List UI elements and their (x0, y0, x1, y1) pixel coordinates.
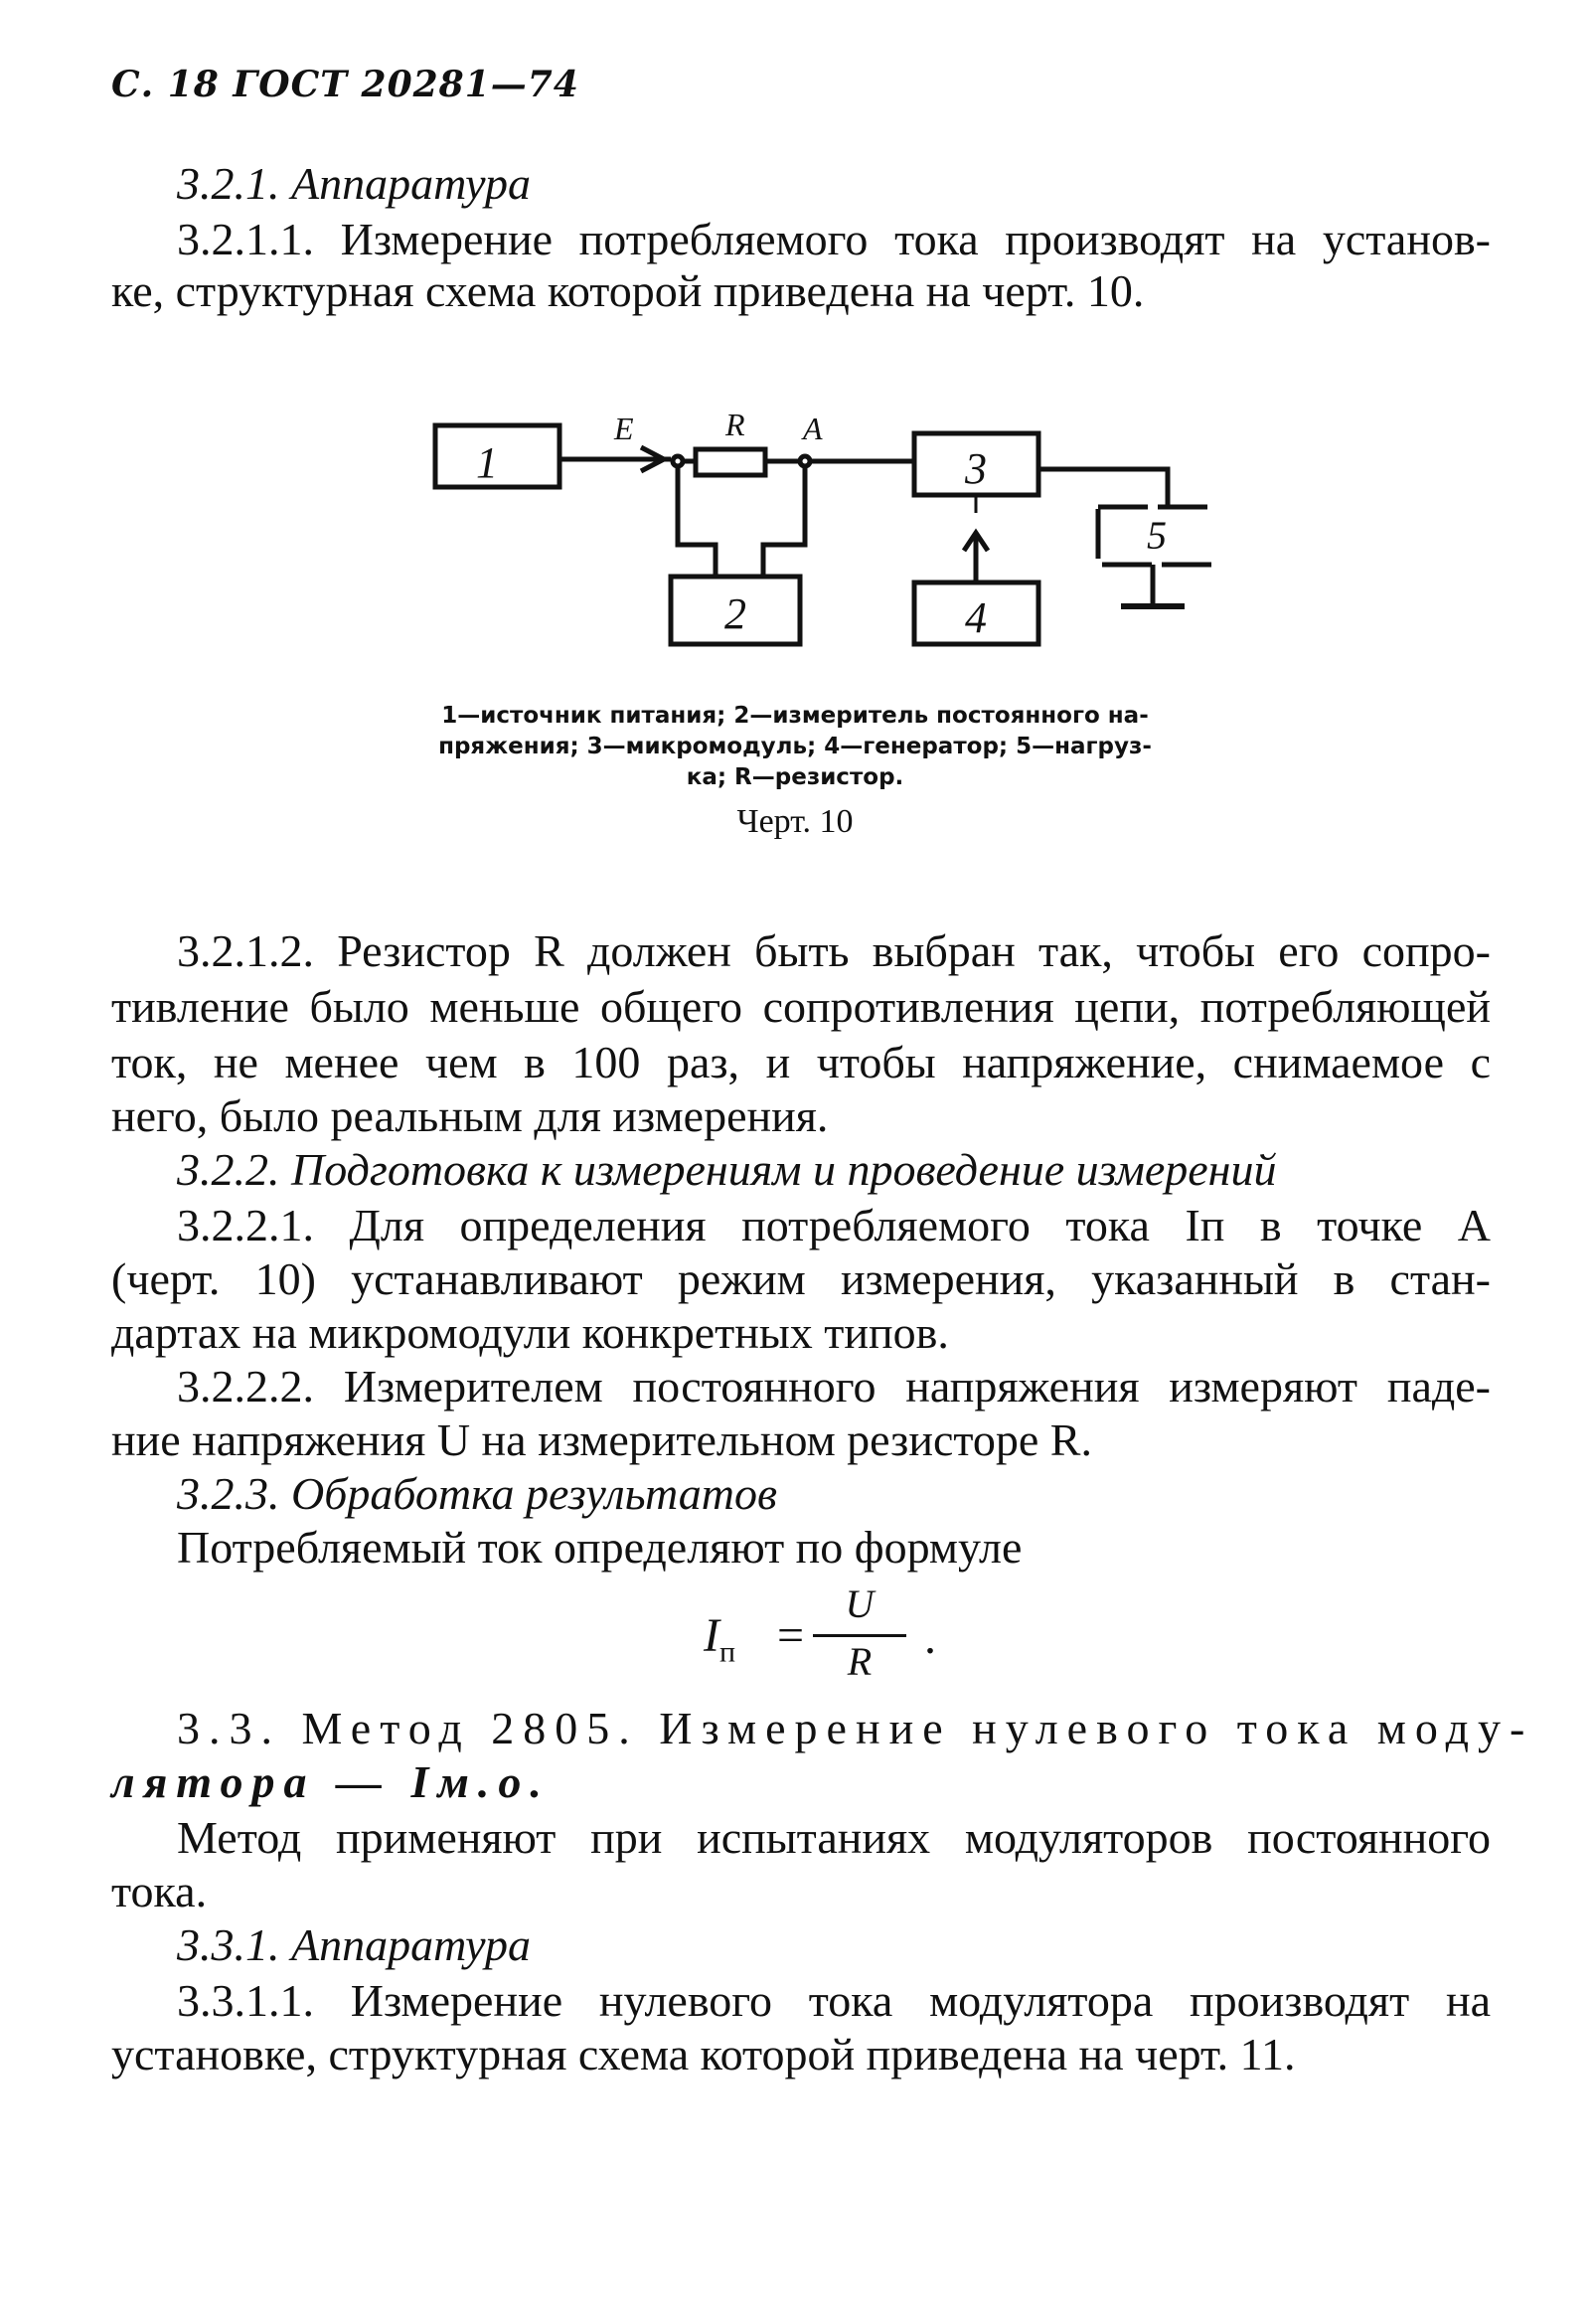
paragraph-line: тивление было меньше общего сопротивления цепи, потребляющей (111, 981, 1491, 1032)
node-left (673, 456, 683, 466)
legend-line: 1—источник питания; 2—измеритель постоянного на- (441, 703, 1149, 729)
page-header: С. 18 ГОСТ 20281—74 (111, 64, 579, 105)
label-E: E (614, 411, 634, 446)
paragraph-line: Метод применяют при испытаниях модуляторов постоянного (177, 1812, 1491, 1863)
paragraph-line: ток, не менее чем в 100 раз, и чтобы напряжение, снимаемое с (111, 1037, 1491, 1087)
wire-to-2-left (678, 466, 716, 577)
label-block-2: 2 (724, 589, 746, 638)
paragraph-line: установке, структурная схема которой приведена на черт. 11. (111, 2029, 1296, 2079)
paragraph-line: дартах на микромодули конкретных типов. (111, 1307, 949, 1358)
legend-line: ка; R—резистор. (686, 764, 904, 790)
paragraph-line: 3.2.2.2. Измерителем постоянного напряжения измеряют паде- (177, 1361, 1491, 1411)
formula-lhs: $I_п$ (704, 1609, 736, 1669)
paragraph-line: 3.2.2.1. Для определения потребляемого тока Iп в точке А (177, 1200, 1491, 1250)
paragraph-line: тока. (111, 1866, 208, 1916)
formula-numerator: U (845, 1581, 875, 1626)
paragraph-line: ке, структурная схема которой приведена на черт. 10. (111, 265, 1145, 316)
formula-fraction-bar (813, 1634, 906, 1637)
formula-period: . (924, 1611, 936, 1664)
figure-caption: Черт. 10 (736, 803, 854, 840)
figure-legend (398, 701, 1193, 793)
paragraph-line: ние напряжения U на измерительном резисторе R. (111, 1414, 1092, 1465)
label-block-5: 5 (1147, 513, 1167, 558)
label-block-1: 1 (476, 438, 498, 487)
text-line: 3.2.1. Аппаратура (177, 158, 531, 209)
label-R: R (725, 407, 745, 442)
paragraph-line: него, было реальным для измерения. (111, 1090, 829, 1141)
paragraph-line: 3.2.1.2. Резистор R должен быть выбран так, чтобы его сопро- (177, 925, 1491, 976)
label-block-4: 4 (965, 593, 987, 642)
paragraph-line: (черт. 10) устанавливают режим измерения, указанный в стан- (111, 1253, 1491, 1304)
resistor-R (696, 449, 765, 475)
label-A: A (803, 411, 823, 446)
formula-current (686, 1580, 964, 1690)
paragraph-line: 3.3.1.1. Измерение нулевого тока модулятора производят на (177, 1975, 1491, 2026)
block-diagram-fig10 (398, 398, 1212, 666)
section-heading-3-2-1 (177, 157, 531, 211)
paragraph-line: 3.2.1.1. Измерение потребляемого тока производят на установ- (177, 214, 1491, 264)
section-heading-3-3: 3.3. Метод 2805. Измерение нулевого тока моду- (177, 1703, 1534, 1753)
formula-equals: = (777, 1609, 805, 1662)
label-block-3: 3 (965, 444, 987, 493)
section-heading-3-3-1: 3.3.1. Аппаратура (177, 1919, 531, 1970)
section-heading-3-3-cont: лятора — Iм.о. (111, 1756, 551, 1807)
wire-3-to-5 (1038, 469, 1168, 507)
section-heading-3-2-3: 3.2.3. Обработка результатов (177, 1468, 777, 1519)
formula-denominator: R (847, 1639, 873, 1684)
paragraph-line: Потребляемый ток определяют по формуле (177, 1522, 1023, 1573)
legend-line: пряжения; 3—микромодуль; 4—генератор; 5—нагруз- (438, 734, 1152, 759)
wire-to-2-right (763, 466, 805, 577)
section-heading-3-2-2: 3.2.2. Подготовка к измерениям и проведение измерений (177, 1144, 1277, 1195)
node-A (800, 456, 810, 466)
diagram-svg (398, 398, 1212, 666)
